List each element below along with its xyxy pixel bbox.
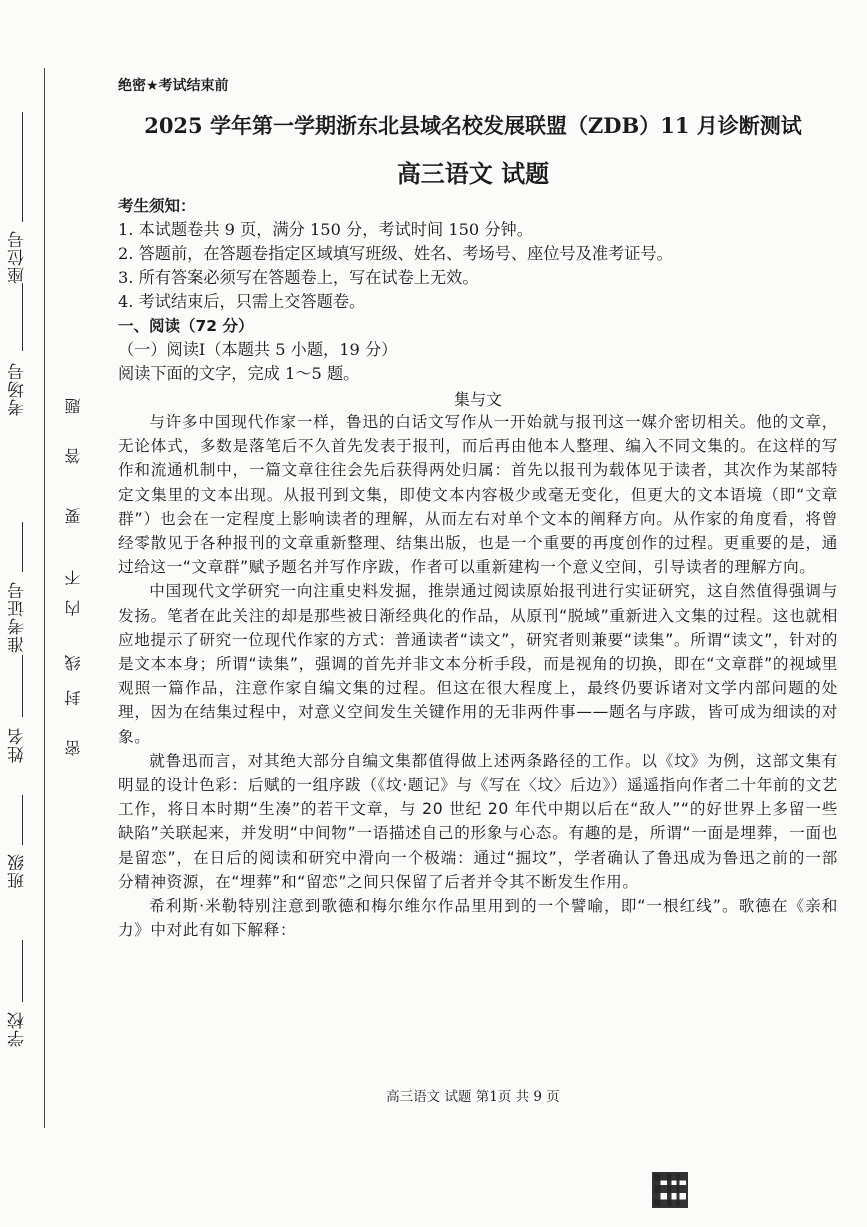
section-heading: 一、阅读（72 分） — [118, 317, 254, 335]
notice-item: 1. 本试题卷共 9 页，满分 150 分，考试时间 150 分钟。 — [118, 220, 533, 239]
field-ticket-blank — [22, 522, 23, 572]
binding-line — [44, 68, 45, 1128]
article-paragraph: 就鲁迅而言，对其绝大部分自编文集都值得做上述两条路径的工作。以《坟》为例，这部文集有明显的设计色彩：后赋的一组序跋（《坟·题记》与《写在〈坟〉后边》）遥遥指向作者二十年前的文艺工作，将日本时期“生凑”的若干文章，与 20 世纪 20 年代中期以后在“敌人”“的好世界上多留一些缺陷”关联起来，并发明“中间物”一语描述自己的形象与心态。有趣的是，所谓“一面是埋葬，一面也是留恋”，在日后的阅读和研究中滑向一个极端：通过“掘坟”，学者确认了鲁迅成为鲁迅之前的一部分精神资源，在“埋葬”和“留恋”之间只保留了后者并令其不断发生作用。 — [118, 751, 838, 891]
field-name-blank — [22, 655, 23, 717]
seal-char: 要 — [64, 508, 83, 524]
subject-title: 高三语文 试题 — [396, 159, 550, 188]
seal-char: 答 — [64, 448, 83, 464]
seal-char: 封 — [64, 690, 83, 706]
field-room-label: 考场号 — [8, 362, 28, 416]
article-title: 集与文 — [453, 390, 502, 409]
article-body — [118, 410, 838, 942]
seal-char: 线 — [64, 655, 83, 671]
exam-title: 2025 学年第一学期浙东北县域名校发展联盟（ZDB）11 月诊断测试 — [144, 113, 802, 138]
notice-item: 3. 所有答案必须写在答题卷上，写在试卷上无效。 — [118, 268, 479, 287]
exam-notice — [118, 194, 838, 412]
page-footer: 高三语文 试题 第1页 共 9 页 — [386, 1089, 560, 1105]
article-paragraph: 与许多中国现代作家一样，鲁迅的白话文写作从一开始就与报刊这一媒介密切相关。他的文章，无论体式，多数是落笔后不久首先发表于报刊，而后再由他本人整理、编入不同文集的。在这样的写作和流通机制中，一篇文章往往会先后获得两处归属：首先以报刊为载体见于读者，其次作为某部特定文集里的文本出现。从报刊到文集，即使文本内容极少或毫无变化，但更大的文本语境（即“文章群”）也会在一定程度上影响读者的理解，从而左右对单个文本的阐释方向。从作家的角度看，将曾经零散见于各种报刊的文章重新整理、结集出版，也是一个重要的再度创作的过程。更重要的是，通过给这一“文章群”赋予题名并写作序跋，作者可以重新建构一个意义空间，引导读者的理解方向。 — [118, 413, 838, 577]
notice-heading: 考生须知： — [118, 197, 196, 215]
field-class-blank — [22, 795, 23, 845]
qr-code-icon — [652, 1172, 688, 1208]
field-seat-blank — [22, 112, 23, 222]
article-paragraph: 中国现代文学研究一向注重史料发掘，推崇通过阅读原始报刊进行实证研究，这自然值得强调与发扬。笔者在此关注的却是那些被日渐经典化的作品，从原刊“脱域”重新进入文集的过程。这也就相应地提示了研究一位现代作家的方式：普通读者“读文”，研究者则兼要“读集”。所谓“读文”，针对的是文本本身；所谓“读集”，强调的首先并非文本分析手段，而是视角的切换，即在“文章群”的视域里观照一篇作品，注意作家自编文集的过程。但这在很大程度上，最终仍要诉诸对文学内部问题的处理，因为在结集过程中，对意义空间发生关键作用的无非两件事——题名与序跋，皆可成为细读的对象。 — [118, 582, 838, 746]
field-room-blank — [22, 283, 23, 351]
section-subheading: （一）阅读Ⅰ（本题共 5 小题，19 分） — [118, 340, 398, 359]
section-instruction: 阅读下面的文字，完成 1～5 题。 — [118, 364, 360, 383]
seal-char: 内 — [64, 600, 83, 616]
field-ticket-label: 准考证号 — [8, 581, 28, 653]
field-class-label: 班级 — [8, 853, 28, 889]
field-school-label: 学校 — [8, 1011, 28, 1047]
field-name-label: 姓名 — [8, 727, 28, 763]
seal-char: 密 — [64, 740, 83, 756]
field-seat-label: 座位号 — [8, 230, 28, 284]
article-paragraph: 希利斯·米勒特别注意到歌德和梅尔维尔作品里用到的一个譬喻，即“一根红线”。歌德在《亲和力》中对此有如下解释： — [118, 897, 838, 940]
confidential-mark: 绝密★考试结束前 — [118, 78, 229, 94]
seal-char: 不 — [64, 570, 83, 586]
notice-item: 4. 考试结束后，只需上交答题卷。 — [118, 292, 366, 311]
field-school-blank — [22, 940, 23, 1002]
notice-item: 2. 答题前，在答题卷指定区域填写班级、姓名、考场号、座位号及准考证号。 — [118, 244, 673, 263]
seal-char: 题 — [64, 398, 83, 414]
